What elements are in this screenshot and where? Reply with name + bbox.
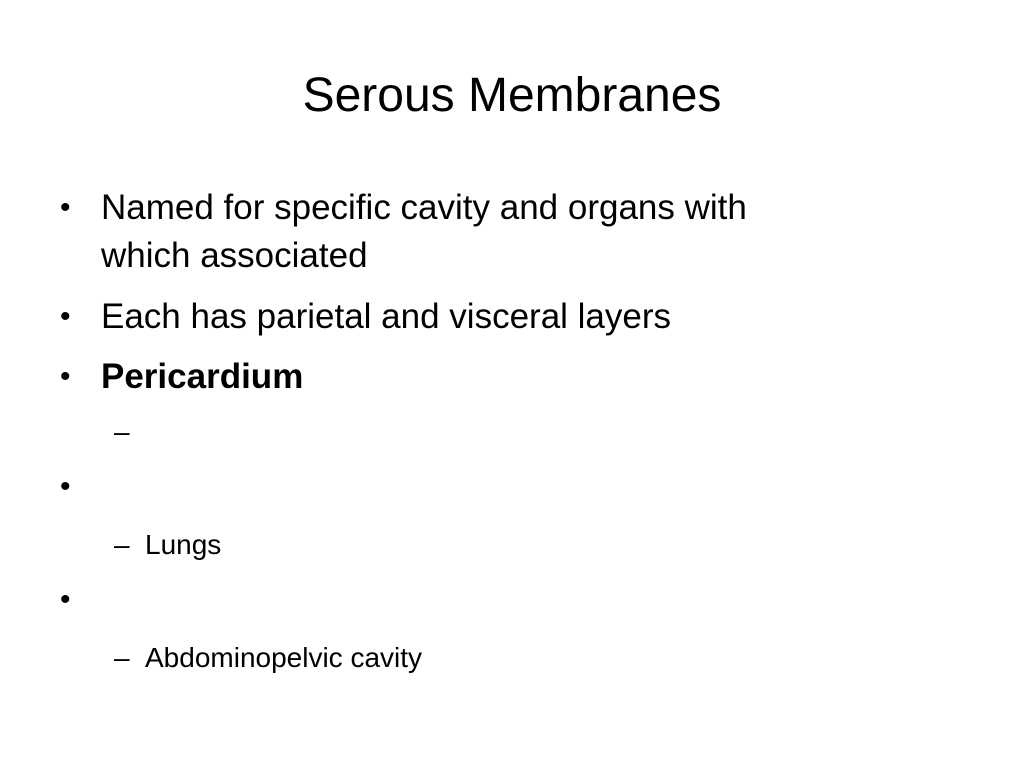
bullet-text: Each has parietal and visceral layers [101, 297, 672, 336]
sub-bullet-text-abdominopelvic: Abdominopelvic cavity [145, 642, 423, 673]
bullet-text-line: Named for specific cavity and organs with [101, 188, 747, 227]
bullet-marker: • [60, 470, 71, 503]
bullet-text-line: which associated [101, 236, 368, 275]
bullet-marker: • [60, 360, 71, 393]
sub-bullet-text-lungs: Lungs [145, 529, 222, 560]
bullet-marker: • [60, 583, 71, 616]
sub-bullet-marker: – [114, 416, 130, 447]
sub-bullet-marker: – [114, 529, 130, 560]
sub-bullet-marker: – [114, 642, 130, 673]
slide-title: Serous Membranes [302, 69, 722, 122]
bullet-marker: • [60, 191, 71, 224]
bullet-text-pericardium: Pericardium [101, 357, 304, 396]
bullet-marker: • [60, 300, 71, 333]
